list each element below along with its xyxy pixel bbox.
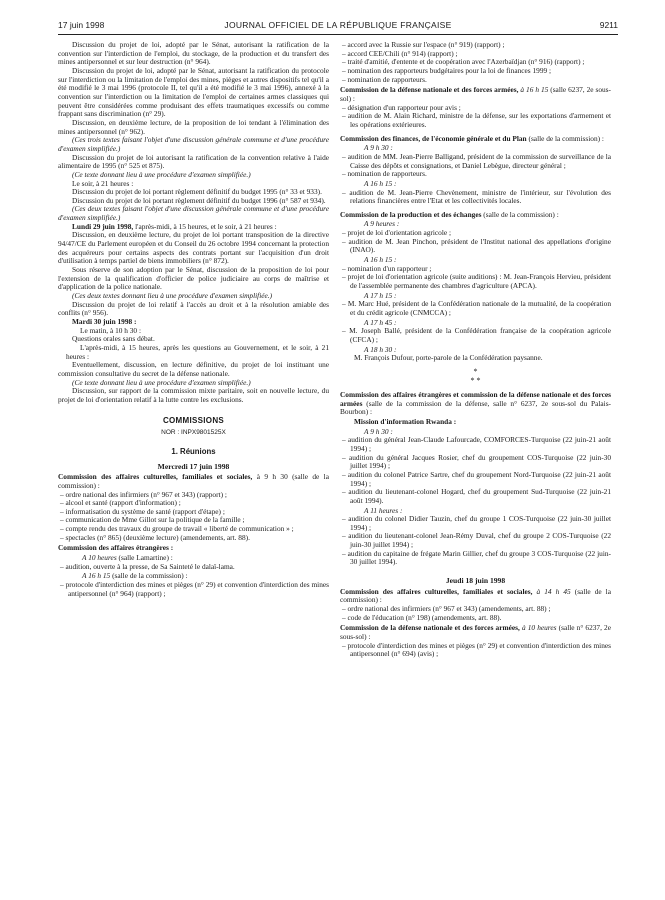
commission-heading: Commission de la défense nationale et des forces armées, à 16 h 15 (salle 6237, 2e sous-sol) : <box>340 85 611 103</box>
list-item: – nomination des rapporteurs budgétaires pour la loi de finances 1999 ; <box>342 65 552 75</box>
session-time: A 9 h 30 : <box>364 143 393 153</box>
commission-heading: Commission des affaires étrangères : <box>58 543 174 553</box>
paragraph: Sous réserve de son adoption par le Sénat, discussion de la proposition de loi pour l'extension de la qualification d'officier de police judiciaire au corps de maîtrise et d'application de la police nationale. <box>58 265 329 292</box>
list-item: – audition du général Jacques Rosier, chef du groupement COS-Turquoise (22 juin-30 juillet 1994) ; <box>342 452 611 471</box>
paragraph: Discussion du projet de loi, adopté par le Sénat, autorisant la ratification du protocole sur l'interdiction ou la limitation de l'emploi des mines, pièges et autres dispositifs tel qu'il a été modifié le 3 mai 1996 (protocole II, tel qu'il a été modifié le 3 mai 1996), annexé à la convention sur l'interdiction ou la limitation de l'emploi de certaines armes classiques qui peuvent être considérées comme produisant des effets traumatiques excessifs ou comme frappant sans discrimination (n° 29). <box>58 65 329 119</box>
list-item: – informatisation du système de santé (rapport d'étape) ; <box>60 506 225 516</box>
left-column <box>58 41 329 598</box>
session-day: Mardi 30 juin 1998 : <box>72 317 137 326</box>
list-item: – accord avec la Russie sur l'espace (n° 919) (rapport) ; <box>342 40 505 49</box>
paragraph: Questions orales sans débat. <box>72 334 155 344</box>
procedure-note: (Ce texte donnant lieu à une procédure d'examen simplifiée.) <box>72 377 251 387</box>
page-number: 9211 <box>599 20 618 30</box>
agenda-list <box>340 300 611 317</box>
list-item: – ordre national des infirmiers (n° 967 et 343) (rapport) ; <box>60 489 227 499</box>
session-time: Le soir, à 21 heures : <box>72 178 134 188</box>
list-item: – audition du lieutenant-colonel Jean-Rémy Duval, chef du groupe 2 COS-Turquoise (22 juin-30 juillet 1994) ; <box>342 531 611 550</box>
list-item: – audition du colonel Didier Tauzin, chef du groupe 1 COS-Turquoise (22 juin-30 juillet 1994) ; <box>342 514 611 532</box>
right-column <box>340 41 611 659</box>
session-time: A 9 h 30 : <box>364 426 393 436</box>
paragraph: Discussion, en deuxième lecture, du projet de loi portant transposition de la directive 94/47/CE du Parlement européen et du Conseil du 26 octobre 1994 concernant la protection des acquéreurs pour certains aspects des contrats portant sur l'acquisition d'un droit d'utilisation à temps partiel de biens immobiliers (n° 872). <box>58 230 329 266</box>
commission-heading: Commission des affaires culturelles, familiales et sociales, à 9 h 30 (salle de la commission) : <box>58 472 329 490</box>
agenda-list <box>340 327 611 344</box>
session-time: A 17 h 45 : <box>364 317 397 327</box>
nor-reference: NOR : INPX9801525X <box>161 429 226 437</box>
list-item: – nomination de rapporteurs. <box>342 74 427 84</box>
session-time: A 9 heures : <box>364 219 400 229</box>
list-item: – code de l'éducation (n° 198) (amendements, art. 88). <box>342 612 502 622</box>
list-item: – projet de loi d'orientation agricole ; <box>342 228 451 238</box>
session-time: A 16 h 15 : <box>364 178 397 188</box>
paragraph: Discussion du projet de loi autorisant la ratification de la convention relative à l'aide alimentaire de 1995 (n° 525 et 875). <box>58 152 329 171</box>
header-title: JOURNAL OFFICIEL DE LA RÉPUBLIQUE FRANÇAISE <box>224 20 452 30</box>
commission-heading: Commission de la défense nationale et des forces armées, à 10 heures (salle n° 6237, 2e sous-sol) : <box>340 623 611 642</box>
session-time: A 18 h 30 : <box>364 344 397 354</box>
agenda-list <box>58 491 329 543</box>
commissions-heading: COMMISSIONS <box>162 415 225 425</box>
list-item: – accord CEE/Chili (n° 914) (rapport) ; <box>342 48 458 58</box>
commission-heading: Commission de la production et des échanges (salle de la commission) : <box>340 209 559 219</box>
list-item: M. François Dufour, porte-parole de la Confédération paysanne. <box>354 353 543 363</box>
paragraph: Discussion du projet de loi portant règlement définitif du budget 1995 (n° 33 et 933). <box>72 187 322 197</box>
session-time: A 16 h 15 (salle de la commission) : <box>82 571 188 581</box>
agenda-list <box>340 436 611 505</box>
session-time: A 17 h 15 : <box>364 290 397 300</box>
list-item: – protocole d'interdiction des mines et pièges (n° 29) et convention d'interdiction des mines antipersonnel (n° 964) (rapport) ; <box>60 580 329 598</box>
list-item: – audition de M. Alain Richard, ministre de la défense, sur les exportations d'armement et les opérations extérieures. <box>342 111 611 129</box>
list-item: – audition de M. Jean-Pierre Chevènement, ministre de l'intérieur, sur l'évolution des relations financières entre l'Etat et les collectivités locales. <box>342 187 611 206</box>
procedure-note: (Ces deux textes faisant l'objet d'une discussion générale commune et d'une procédure d'examen simplifiée.) <box>58 204 329 223</box>
session-time: A 16 h 15 : <box>364 255 397 265</box>
commission-heading: Commission des affaires étrangères et commission de la défense nationale et des forces armées (salle de la commission de la défense, salle n° 6237, 2e sous-sol du Palais-Bourbon) : <box>340 389 611 417</box>
list-item: – alcool et santé (rapport d'information) ; <box>60 498 181 508</box>
list-item: – audition du capitaine de frégate Marin Gillier, chef du groupe 3 COS-Turquoise (22 juin-30 juillet 1994). <box>342 548 611 567</box>
header-date: 17 juin 1998 <box>58 20 105 30</box>
list-item: – audition, ouverte à la presse, de Sa Sainteté le dalaï-lama. <box>60 561 235 571</box>
paragraph: Discussion du projet de loi portant règlement définitif du budget 1996 (n° 587 et 934). <box>72 195 326 205</box>
agenda-list <box>340 265 611 291</box>
header-rule <box>58 34 618 35</box>
paragraph: Discussion, sur rapport de la commission mixte paritaire, soit en nouvelle lecture, du projet de loi d'orientation relatif à la lutte contre les exclusions. <box>58 386 329 404</box>
procedure-note: (Ces deux textes donnant lieu à une procédure d'examen simplifiée.) <box>72 291 273 301</box>
commission-heading: Commission des affaires culturelles, familiales et sociales, à 14 h 45 (salle de la commission) : <box>340 586 611 605</box>
page-header <box>58 20 618 34</box>
paragraph: Discussion, en deuxième lecture, de la proposition de loi tendant à l'élimination des mines antipersonnel (n° 962). <box>58 117 329 136</box>
list-item: – désignation d'un rapporteur pour avis ; <box>342 102 461 112</box>
list-item: – audition du lieutenant-colonel Hogard, chef du groupement Sud-Turquoise (22 juin-21 août 1994). <box>342 487 611 505</box>
procedure-note: (Ces trois textes faisant l'objet d'une discussion générale commune et d'une procédure d'examen simplifiée.) <box>58 135 329 153</box>
list-item: – M. Marc Hué, président de la Confédération nationale de la mutualité, de la coopération et du crédit agricole (CNMCCA) ; <box>342 299 611 318</box>
list-item: – audition de M. Jean Pinchon, président de l'Institut national des appellations d'origine (INAO). <box>342 236 611 255</box>
list-item: – compte rendu des travaux du groupe de travail « liberté de communication » ; <box>60 524 294 534</box>
list-item: – projet de loi d'orientation agricole (suite auditions) : M. Jean-François Hervieu, président de l'assemblée permanente des chambres d'agriculture (APCA). <box>342 272 611 291</box>
list-item: – nomination de rapporteurs. <box>342 169 427 179</box>
agenda-list <box>340 642 611 659</box>
list-item: – communication de Mme Gillot sur la politique de la famille ; <box>60 515 245 525</box>
list-item: – audition du colonel Patrice Sartre, chef du groupement Nord-Turquoise (22 juin-21 août 1994) ; <box>342 469 611 488</box>
mission-heading: Mission d'information Rwanda : <box>354 416 457 426</box>
agenda-list <box>340 189 611 206</box>
paragraph: Eventuellement, discussion, en lecture définitive, du projet de loi instituant une commission consultative du secret de la défense nationale. <box>58 360 329 378</box>
agenda-list <box>340 104 611 130</box>
agenda-list <box>340 41 611 84</box>
session-times: l'après-midi, à 15 heures, et le soir, à 21 heures : <box>135 221 277 231</box>
day-heading: Mercredi 17 juin 1998 <box>157 461 230 471</box>
list-item: – traité d'amitié, d'entente et de coopération avec l'Azerbaïdjan (n° 916) (rapport) ; <box>342 57 585 67</box>
agenda-list <box>340 605 611 622</box>
agenda-list <box>340 229 611 255</box>
commission-heading: Commission des finances, de l'économie générale et du Plan (salle de la commission) : <box>340 133 604 143</box>
session-time: A 10 heures (salle Lamartine) : <box>82 553 173 563</box>
agenda-list <box>340 153 611 179</box>
list-item: – audition de MM. Jean-Pierre Balligand, président de la commission de surveillance de la Caisse des dépôts et consignations, et Daniel Lebègue, directeur général ; <box>342 151 611 170</box>
agenda-list <box>340 515 611 567</box>
session-time: Le matin, à 10 h 30 : <box>80 325 141 335</box>
session-day: Lundi 29 juin 1998, <box>72 221 134 231</box>
paragraph: Discussion du projet de loi relatif à l'accès au droit et à la résolution amiable des conflits (n° 956). <box>58 299 329 318</box>
list-item: – audition du général Jean-Claude Lafourcade, COMFORCES-Turquoise (22 juin-21 août 1994) ; <box>342 435 611 453</box>
paragraph: Discussion du projet de loi, adopté par le Sénat, autorisant la ratification de la convention sur l'interdiction de l'emploi, du stockage, de la production et du transfert des mines antipersonnel et sur leur destruction (n° 964). <box>58 40 329 67</box>
list-item: – M. Joseph Ballé, président de la Confédération française de la coopération agricole (CFCA) ; <box>342 326 611 344</box>
list-item: – protocole d'interdiction des mines et pièges (n° 29) et convention d'interdiction des mines antipersonnel (n° 694) (avis) ; <box>342 640 611 659</box>
day-heading: Jeudi 18 juin 1998 <box>445 576 506 586</box>
section-separator: * * * <box>470 366 481 385</box>
session-time: L'après-midi, à 15 heures, après les questions au Gouvernement, et le soir, à 21 heures : <box>66 342 329 361</box>
reunions-heading: 1. Réunions <box>171 446 216 456</box>
list-item: – nomination d'un rapporteur ; <box>342 263 432 273</box>
session-time: A 11 heures : <box>364 505 403 515</box>
list-item: – ordre national des infirmiers (n° 967 et 343) (amendements, art. 88) ; <box>342 604 551 614</box>
procedure-note: (Ce texte donnant lieu à une procédure d'examen simplifiée.) <box>72 169 251 179</box>
list-item: – spectacles (n° 865) (deuxième lecture) (amendements, art. 88). <box>60 532 250 542</box>
